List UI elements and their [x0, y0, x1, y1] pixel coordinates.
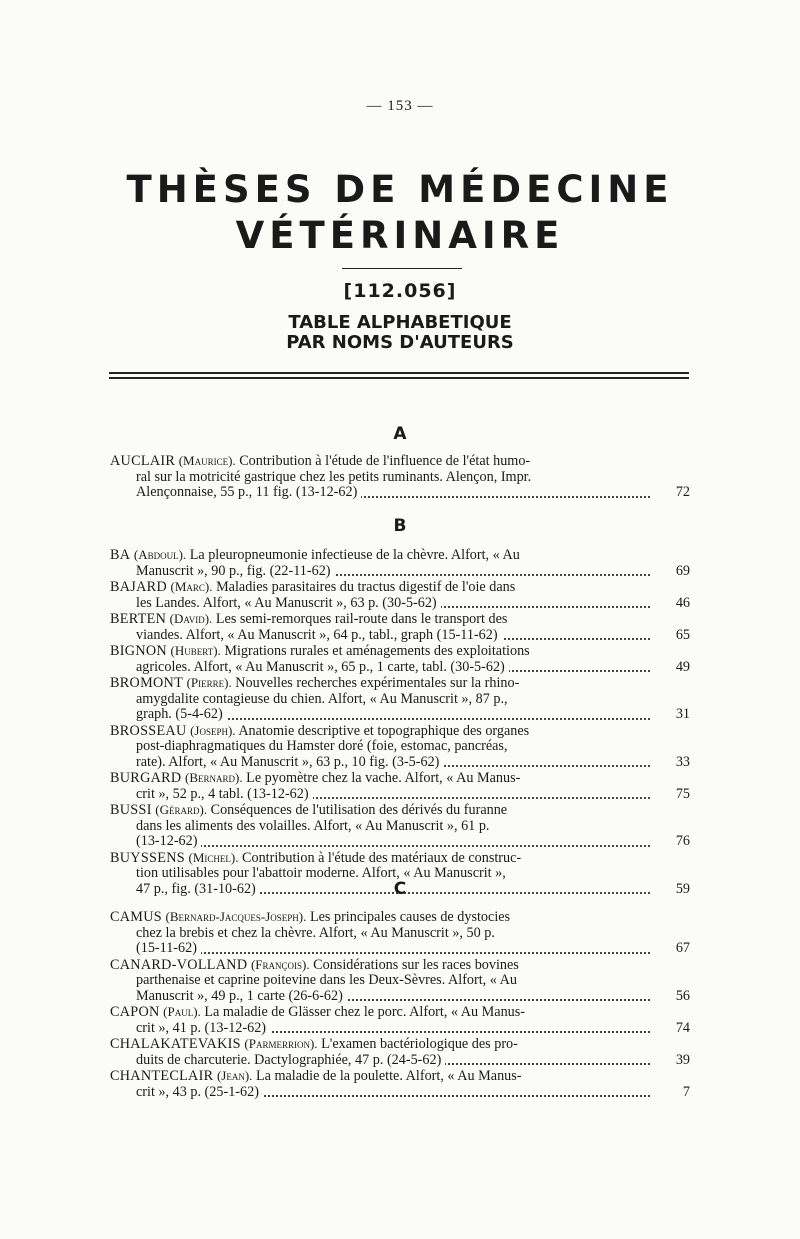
entry-text-line: chez la brebis et chez la chèvre. Alfort, « Au Manuscrit », 50 p.	[136, 924, 495, 941]
entry-text-line: tion utilisables pour l'abattoir moderne. Alfort, « Au Manuscrit »,	[136, 865, 506, 881]
entry-tail	[110, 1085, 690, 1101]
entry-text-line: parthenaise et caprine poitevine dans les Deux-Sèvres. Alfort, « Au	[136, 972, 517, 988]
list-item	[110, 1004, 690, 1036]
entry-tail	[110, 834, 690, 850]
section-letter-a: A	[393, 424, 407, 444]
entry-tail	[110, 660, 690, 676]
entry-tail	[110, 564, 690, 580]
author-surname: BIGNON	[110, 643, 167, 659]
entry-text-line: Contribution à l'étude des matériaux de construc-	[242, 849, 522, 866]
entry-text-line: dans les aliments des volailles. Alfort, « Au Manuscrit », 61 p.	[136, 817, 490, 834]
author-given-name: (Jean).	[216, 1068, 253, 1083]
entry-page-number: 7	[679, 1085, 690, 1101]
entry-tail	[110, 596, 690, 612]
entry-text-line: Anatomie descriptive et topographique des organes	[238, 722, 530, 739]
entry-tail	[110, 485, 690, 501]
entry-tail	[110, 1053, 690, 1069]
section-c	[0, 909, 800, 1100]
entry-tail	[110, 707, 690, 723]
entry-tail-text: Manuscrit », 49 p., 1 carte (26-6-62)	[136, 989, 347, 1004]
entry-tail	[110, 941, 690, 957]
title-underline	[342, 268, 462, 269]
author-surname: CHANTECLAIR	[110, 1068, 214, 1084]
divider-rule-top	[109, 372, 689, 374]
entry-page-number: 74	[672, 1021, 690, 1037]
entry-tail-text: 47 p., fig. (31-10-62)	[136, 882, 260, 897]
entry-page-number: 56	[672, 989, 690, 1005]
entry-tail-text: Alençonnaise, 55 p., 11 fig. (13-12-62)	[136, 485, 361, 500]
entry-text-line: Le pyomètre chez la vache. Alfort, « Au Manus-	[246, 770, 521, 786]
entry-page-number: 39	[672, 1053, 690, 1069]
entry-text-line: La maladie de la poulette. Alfort, « Au Manus-	[255, 1068, 522, 1084]
list-item	[110, 909, 690, 957]
author-given-name: (Paul).	[163, 1004, 201, 1019]
entry-text-line: Maladies parasitaires du tractus digestif de l'oie dans	[216, 579, 516, 595]
entry-page-number: 75	[672, 787, 690, 803]
entry-page-number: 46	[672, 596, 690, 612]
list-item	[110, 547, 690, 579]
entry-text-line: Considérations sur les races bovines	[313, 956, 519, 973]
page-number: — 153 —	[366, 98, 434, 114]
section-letter-c: C	[393, 879, 407, 899]
entry-tail-text: crit », 43 p. (25-1-62)	[136, 1085, 263, 1100]
author-given-name: (Bernard).	[185, 770, 243, 785]
author-surname: BUYSSENS	[110, 849, 185, 866]
entry-tail	[110, 787, 690, 803]
subtitle-line1: TABLE ALPHABETIQUE	[288, 312, 512, 333]
author-surname: BUSSI	[110, 802, 152, 818]
entry-text-line: La pleuropneumonie infectieuse de la chèvre. Alfort, « Au	[189, 547, 520, 563]
author-given-name: (Hubert).	[170, 643, 221, 658]
list-item	[110, 453, 690, 501]
entry-text-line: post-diaphragmatiques du Hamster doré (foie, estomac, pancréas,	[136, 738, 508, 754]
entry-text-line: amygdalite contagieuse du chien. Alfort, « Au Manuscrit », 87 p.,	[136, 690, 508, 707]
author-surname: AUCLAIR	[110, 453, 176, 469]
author-surname: BAJARD	[110, 579, 167, 595]
author-surname: BA	[110, 547, 131, 563]
list-item	[110, 802, 690, 850]
entry-tail	[110, 755, 690, 771]
author-given-name: (Marc).	[170, 579, 213, 594]
list-item	[110, 957, 690, 1005]
entry-text-line: Nouvelles recherches expérimentales sur la rhino-	[235, 675, 520, 691]
entry-tail-text: agricoles. Alfort, « Au Manuscrit », 65 p., 1 carte, tabl. (30-5-62)	[136, 660, 509, 675]
entry-tail	[110, 1021, 690, 1037]
entry-text-line: ral sur la motricité gastrique chez les petits ruminants. Alençon, Impr.	[136, 468, 532, 485]
author-surname: BROMONT	[110, 675, 184, 691]
entry-tail-text: duits de charcuterie. Dactylographiée, 47 p. (24-5-62)	[136, 1053, 445, 1068]
entry-tail-text: crit », 52 p., 4 tabl. (13-12-62)	[136, 787, 313, 802]
list-item	[110, 723, 690, 771]
page-title-line1: THÈSES DE MÉDECINE	[126, 168, 674, 211]
entry-tail-text: viandes. Alfort, « Au Manuscrit », 64 p., tabl., graph (15-11-62)	[136, 628, 502, 643]
author-surname: BROSSEAU	[110, 722, 187, 739]
entry-page-number: 31	[672, 707, 690, 723]
entry-page-number: 67	[672, 941, 690, 957]
entry-page-number: 72	[672, 485, 690, 501]
list-item	[110, 579, 690, 611]
author-given-name: (Maurice).	[178, 453, 236, 468]
entry-page-number: 59	[672, 882, 690, 898]
author-surname: BURGARD	[110, 770, 182, 786]
section-a	[0, 453, 800, 501]
author-surname: CAMUS	[110, 909, 162, 925]
author-surname: CAPON	[110, 1004, 160, 1020]
subtitle-line2: PAR NOMS D'AUTEURS	[286, 332, 514, 353]
entry-text-line: L'examen bactériologique des pro-	[321, 1036, 518, 1052]
entry-tail	[110, 989, 690, 1005]
page-title-line2: VÉTÉRINAIRE	[235, 214, 565, 257]
entry-tail-text: rate). Alfort, « Au Manuscrit », 63 p., 10 fig. (3-5-62)	[136, 755, 443, 770]
author-surname: CANARD-VOLLAND	[110, 956, 248, 973]
entry-tail-text: (15-11-62)	[136, 941, 201, 956]
author-given-name: (David).	[169, 611, 213, 626]
entry-page-number: 69	[672, 564, 690, 580]
author-given-name: (Pierre).	[186, 675, 232, 690]
author-given-name: (Michel).	[188, 849, 239, 865]
entry-tail-text: graph. (5-4-62)	[136, 707, 227, 722]
list-item	[110, 1036, 690, 1068]
entry-tail-text: Manuscrit », 90 p., fig. (22-11-62)	[136, 564, 335, 579]
entry-tail-text: crit », 41 p. (13-12-62)	[136, 1021, 270, 1036]
author-given-name: (Parmerrion).	[244, 1036, 318, 1051]
entry-page-number: 33	[672, 755, 690, 771]
entry-page-number: 76	[672, 834, 690, 850]
list-item	[110, 611, 690, 643]
author-given-name: (Abdoul).	[133, 547, 187, 562]
author-given-name: (Gérard).	[155, 802, 208, 817]
author-given-name: (Joseph).	[190, 722, 236, 738]
entry-tail	[110, 628, 690, 644]
entry-text-line: Conséquences de l'utilisation des dérivés du furanne	[210, 802, 508, 818]
author-given-name: (François).	[250, 956, 310, 972]
divider-rule-bottom	[109, 377, 689, 379]
list-item	[110, 1068, 690, 1100]
list-item	[110, 770, 690, 802]
section-letter-b: B	[393, 516, 407, 536]
entry-tail-text: les Landes. Alfort, « Au Manuscrit », 63 p. (30-5-62)	[136, 596, 441, 611]
author-surname: BERTEN	[110, 611, 167, 627]
list-item	[110, 675, 690, 723]
list-item	[110, 643, 690, 675]
entry-page-number: 49	[672, 660, 690, 676]
leader-dots	[136, 845, 650, 847]
reference-number: [112.056]	[343, 280, 457, 302]
author-surname: CHALAKATEVAKIS	[110, 1036, 241, 1052]
entry-page-number: 65	[672, 628, 690, 644]
entry-text-line: Les semi-remorques rail-route dans le transport des	[215, 611, 508, 627]
section-b	[0, 547, 800, 897]
entry-text-line: La maladie de Glässer chez le porc. Alfort, « Au Manus-	[204, 1004, 526, 1020]
leader-dots	[136, 952, 650, 954]
entry-text-line: Contribution à l'étude de l'influence de l'état humo-	[239, 453, 531, 469]
entry-tail-text: (13-12-62)	[136, 834, 201, 849]
entry-text-line: Migrations rurales et aménagements des exploitations	[224, 643, 530, 659]
entry-text-line: Les principales causes de dystocies	[309, 909, 511, 925]
author-given-name: (Bernard-Jacques-Joseph).	[165, 909, 307, 924]
